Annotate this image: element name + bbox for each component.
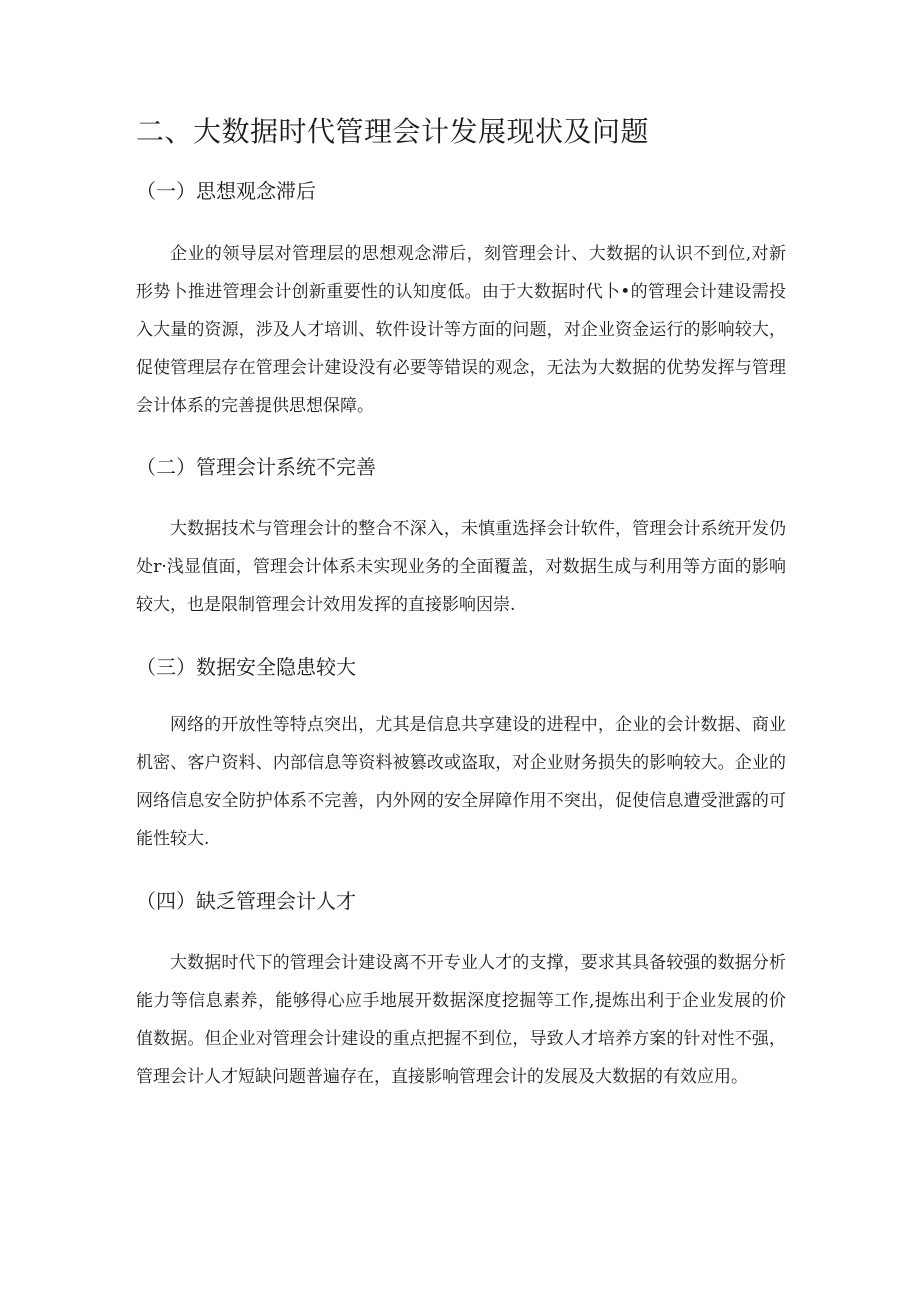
- section-paragraph-2: 大数据技术与管理会计的整合不深入，未慎重选择会计软件，管理会计系统开发仍处r·浅显值面，管理会计体系未实现业务的全面覆盖，对数据生成与利用等方面的影响较大，也是限制管理会计效用发挥的直接影响因崇.: [136, 519, 786, 615]
- section-paragraph-4: 大数据时代下的管理会计建设离不开专业人才的支撑，要求其具备较强的数据分析能力等信息素养，能够得心应手地展开数据深度挖掘等工作,提炼出利于企业发展的价值数据。但企业对管理会计建设的重点把握不到位，导致人才培养方案的针对性不强，管理会计人才短缺问题普遍存在，直接影响管理会计的发展及大数据的有效应用。: [136, 953, 786, 1087]
- section-heading-1: （一）思想观念滞后: [136, 179, 316, 203]
- page-title: 二、大数据时代管理会计发展现状及问题: [136, 115, 650, 148]
- section-heading-3: （三）数据安全隐患较大: [136, 655, 356, 679]
- section-paragraph-3: 网络的开放性等特点突出，尤其是信息共享建设的进程中，企业的会计数据、商业机密、客户资料、内部信息等资料被篡改或盗取，对企业财务损失的影响较大。企业的网络信息安全防护体系不完善，内外网的安全屏障作用不突出，促使信息遭受泄露的可能性较大.: [136, 715, 786, 849]
- section-heading-2: （二）管理会计系统不完善: [136, 455, 376, 479]
- section-heading-4: （四）缺乏管理会计人才: [136, 889, 356, 913]
- section-paragraph-1: 企业的领导层对管理层的思想观念滞后，刻管理会计、大数据的认识不到位,对新形势卜推进管理会计创新重要性的认知度低。由于大数据时代卜•的管理会计建设需投入大量的资源，涉及人才培训、软件设计等方面的问题，对企业资金运行的影响较大，促使管理层存在管理会计建设没有必要等错误的观念，无法为大数据的优势发挥与管理会计体系的完善提供思想保障。: [136, 244, 786, 416]
